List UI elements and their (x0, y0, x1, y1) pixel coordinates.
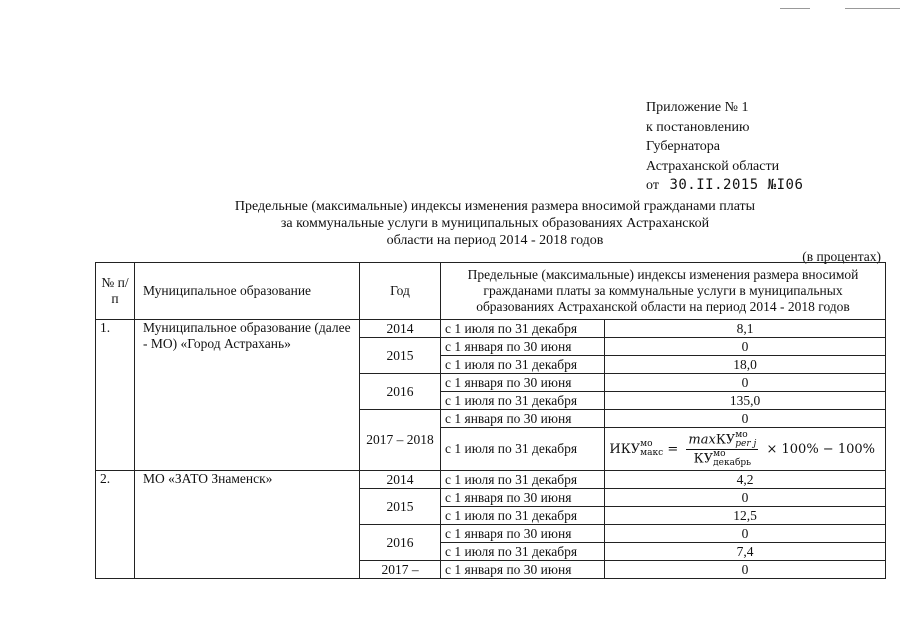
date-stamp: 30.II.2015 №I06 (669, 177, 804, 193)
formula-cell (605, 428, 886, 471)
period-cell: с 1 июля по 31 декабря (441, 392, 605, 410)
value-cell: 135,0 (605, 392, 886, 410)
value-cell: 0 (605, 410, 886, 428)
entity-name: МО «ЗАТО Знаменск» (135, 471, 360, 579)
appendix-date (646, 176, 803, 196)
entity-num: 1. (96, 320, 135, 471)
formula-max: max (688, 432, 716, 447)
formula-equals: = (667, 441, 679, 457)
value-cell: 4,2 (605, 471, 886, 489)
document-title (180, 198, 810, 249)
value-cell: 0 (605, 561, 886, 579)
period-cell: с 1 июля по 31 декабря (441, 320, 605, 338)
table-row (96, 471, 886, 489)
period-cell: с 1 июля по 31 декабря (441, 471, 605, 489)
value-cell: 7,4 (605, 543, 886, 561)
table-row (96, 320, 886, 338)
period-cell: с 1 января по 30 июня (441, 374, 605, 392)
period-cell: с 1 января по 30 июня (441, 338, 605, 356)
appendix-line: Губернатора (646, 139, 721, 154)
title-line: Предельные (максимальные) индексы изменения размера вносимой гражданами платы (234, 199, 756, 214)
value-cell: 12,5 (605, 507, 886, 525)
year-cell: 2017 – (360, 561, 441, 579)
header-mo: Муниципальное образование (135, 263, 360, 320)
period-cell: с 1 января по 30 июня (441, 525, 605, 543)
appendix-line: Приложение № 1 (646, 100, 749, 115)
units-note: (в процентах) (802, 249, 881, 264)
period-cell: с 1 января по 30 июня (441, 410, 605, 428)
year-cell: 2014 (360, 471, 441, 489)
formula-den-main: КУ (693, 451, 714, 466)
value-cell: 0 (605, 489, 886, 507)
index-table (95, 262, 886, 579)
formula-lhs-sub: макс (640, 448, 664, 458)
scan-artifact-line (780, 8, 810, 9)
table-header-row (96, 263, 886, 320)
formula-fraction (686, 431, 758, 468)
period-cell: с 1 июля по 31 декабря (441, 543, 605, 561)
formula-denominator (686, 450, 758, 468)
title-line: за коммунальные услуги в муниципальных образованиях Астраханской (280, 216, 710, 231)
formula-lhs: ИКУ (609, 441, 641, 457)
formula-num-scripts (735, 431, 756, 449)
year-cell: 2014 (360, 320, 441, 338)
year-cell: 2015 (360, 489, 441, 525)
formula-den-sup: мо (713, 448, 726, 459)
title-line: области на период 2014 - 2018 годов (386, 233, 604, 248)
period-cell: с 1 января по 30 июня (441, 561, 605, 579)
scan-artifact-line (845, 8, 900, 9)
year-cell: 2016 (360, 525, 441, 561)
period-cell: с 1 января по 30 июня (441, 489, 605, 507)
value-cell: 18,0 (605, 356, 886, 374)
value-cell: 0 (605, 525, 886, 543)
year-cell: 2017 – 2018 (360, 410, 441, 471)
period-cell: с 1 июля по 31 декабря (441, 507, 605, 525)
formula-tail: × 100% − 100% (766, 441, 875, 457)
formula-num-sup: мо (735, 429, 748, 440)
appendix-block (646, 98, 803, 196)
entity-num: 2. (96, 471, 135, 579)
value-cell: 0 (605, 338, 886, 356)
appendix-line: Астраханской области (646, 158, 780, 174)
period-cell: с 1 июля по 31 декабря (441, 356, 605, 374)
formula-numerator (686, 431, 758, 450)
formula-lhs-sup: мо (640, 439, 653, 449)
formula-lhs-scripts (640, 440, 663, 458)
formula-den-sub: декабрь (713, 457, 752, 468)
date-prefix: от (646, 178, 659, 193)
header-num: № п/п (96, 263, 135, 320)
header-index: Предельные (максимальные) индексы изменения размера вносимой гражданами платы за коммунальные услуги в муниципальных образованиях Астраханской области на период 2014 - 2018 годов (441, 263, 886, 320)
entity-name: Муниципальное образование (далее - МО) «Город Астрахань» (135, 320, 360, 471)
value-cell: 8,1 (605, 320, 886, 338)
formula-den-scripts (713, 450, 751, 468)
header-year: Год (360, 263, 441, 320)
appendix-line: к постановлению (646, 119, 750, 135)
formula-num-main: КУ (715, 432, 736, 447)
period-cell: с 1 июля по 31 декабря (441, 428, 605, 471)
value-cell: 0 (605, 374, 886, 392)
year-cell: 2015 (360, 338, 441, 374)
year-cell: 2016 (360, 374, 441, 410)
formula-num-sub: per j (735, 438, 757, 449)
